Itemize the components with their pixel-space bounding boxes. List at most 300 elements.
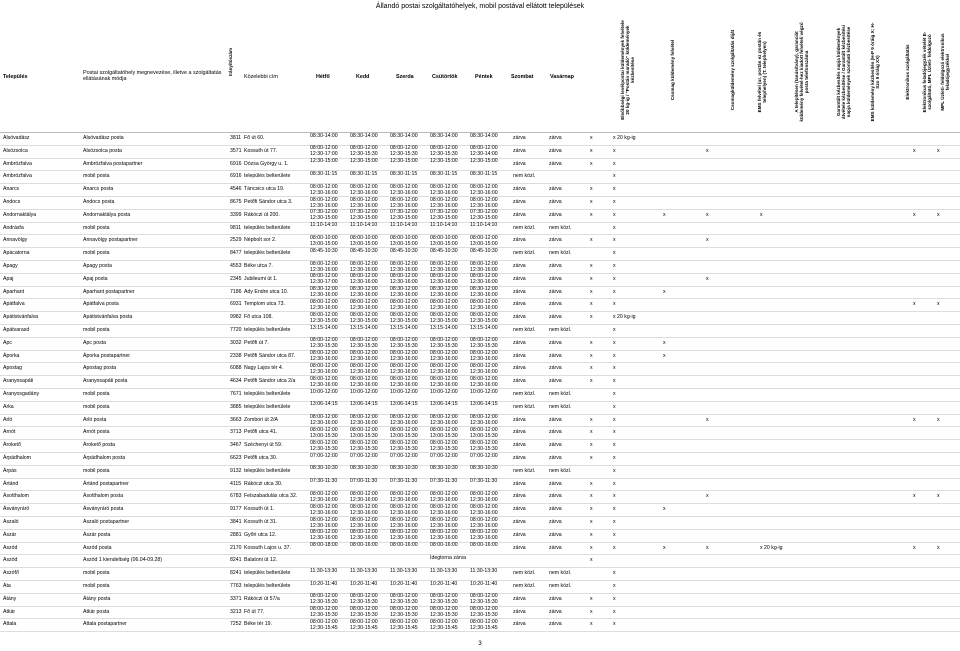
saturday-cell: zárva (513, 493, 526, 500)
hours-cell: 08:00-12:00 12:30-16:00 (430, 362, 458, 375)
sunday-cell: zárva (549, 455, 562, 461)
saturday-cell: nem közl. (513, 327, 536, 333)
hours-cell: 08:00-12:00 12:30-16:00 (470, 260, 498, 273)
table-row (0, 414, 960, 428)
settlement-cell: Alsózsolca (3, 147, 28, 154)
address-cell: település belterülete (244, 583, 291, 589)
hours-cell: 08:00-12:00 12:30-15:30 (350, 145, 378, 158)
service-mark: x (590, 429, 593, 436)
saturday-cell: zárva (513, 429, 526, 436)
table-row (0, 529, 960, 543)
table-row (0, 388, 960, 402)
service-mark: x (590, 275, 593, 282)
hours-cell: 08:30-12:00 12:30-16:00 (310, 286, 338, 299)
hours-cell: 08:00-12:00 12:30-15:30 (350, 593, 378, 606)
hours-cell: 08:00-18:00 (310, 542, 338, 549)
hours-cell: 08:00-12:00 12:30-16:00 (390, 260, 418, 273)
hours-cell: 08:00-12:00 12:30-16:00 (310, 375, 338, 388)
unit-cell: Árokető posta (83, 442, 116, 449)
saturday-cell: zárva (513, 339, 526, 346)
hours-cell: 08:00-12:00 12:30-16:00 (350, 183, 378, 196)
saturday-cell: nem közl. (513, 570, 536, 577)
unit-cell: mobil posta (83, 467, 110, 474)
hours-cell: 08:00-12:00 12:30-16:00 (430, 375, 458, 388)
service-mark: x (663, 211, 666, 218)
service-mark: x 20 kg-ig (613, 314, 636, 321)
sunday-cell: zárva (549, 378, 562, 385)
hours-cell: 08:00-12:00 12:30-16:00 (470, 375, 498, 388)
service-mark: x (613, 147, 616, 154)
table-row (0, 593, 960, 607)
unit-cell: mobil posta (83, 403, 110, 410)
document-title: Állandó postai szolgáltatóhelyek, mobil postával ellátott települések (375, 3, 585, 10)
table-row (0, 618, 960, 632)
table-row (0, 196, 960, 210)
service-mark: x (590, 314, 593, 321)
service-mark: x (706, 493, 709, 500)
hours-cell: 08:45-10:30 (350, 247, 378, 254)
hours-cell: 10:20-11:40 (470, 580, 498, 587)
hours-cell: 08:00-12:00 12:30-14:00 (470, 145, 498, 158)
table-row (0, 452, 960, 466)
service-mark: x (613, 173, 616, 180)
hours-cell: 07:30-11:30 (470, 478, 498, 485)
hours-cell: 08:00-12:00 12:30-15:30 (470, 606, 498, 619)
settlement-cell: Andocs (3, 199, 21, 205)
service-mark: x (590, 608, 593, 615)
hours-cell: 10:00-12:00 (350, 388, 378, 395)
service-mark: x (760, 211, 763, 218)
service-mark: x (590, 339, 593, 346)
service-mark: x (590, 135, 593, 141)
table-row (0, 145, 960, 159)
service-mark: x (590, 288, 593, 295)
address-cell: Béke utca 7. (244, 263, 273, 269)
unit-cell: Arló posta (83, 416, 107, 423)
hours-cell: 08:00-12:00 12:30-16:00 (350, 273, 378, 286)
header-sun: Vasárnap (550, 74, 574, 80)
saturday-cell: zárva (513, 595, 526, 602)
sunday-cell: zárva (549, 135, 562, 141)
zip-cell: 6916 (230, 173, 242, 180)
table-row (0, 260, 960, 274)
hours-cell: 08:00-12:00 12:30-17:00 (310, 145, 338, 158)
unit-cell: Ászár posta (83, 531, 111, 538)
settlement-cell: Apaj (3, 275, 14, 282)
settlement-cell: Anarcs (3, 186, 20, 193)
sunday-cell: zárva (549, 339, 562, 346)
service-mark: x (913, 211, 916, 218)
address-cell: Jubileumi út 1. (244, 275, 278, 282)
hours-cell: 08:00-12:00 12:30-15:45 (390, 618, 418, 631)
hours-cell: 08:30-14:00 (430, 132, 458, 139)
saturday-cell: zárva (513, 135, 526, 141)
settlement-cell: Ásványráró (3, 506, 30, 513)
zip-cell: 8241 (230, 570, 242, 577)
hours-cell: 08:00-10:00 13:00-15:00 (310, 234, 338, 247)
header-tue: Kedd (356, 74, 370, 80)
sunday-cell: zárva (549, 275, 562, 282)
hours-cell: 11:30-13:30 (470, 567, 498, 574)
header-wed: Szerda (396, 74, 414, 80)
settlement-cell: Annavölgy (3, 237, 28, 244)
service-mark: x (590, 557, 593, 564)
service-mark: x (590, 237, 593, 244)
hours-cell: 08:00-12:00 12:30-15:00 (350, 311, 378, 324)
header-unit: Postai szolgáltatóhely megnevezése, illetve a szolgáltatás ellátásának módja (83, 70, 222, 82)
unit-cell: Ártánd postapartner (83, 480, 129, 487)
address-cell: település belterülete (244, 224, 291, 231)
sunday-cell: nem közl. (549, 250, 572, 257)
hours-cell: 08:00-12:00 12:30-16:00 (470, 350, 498, 363)
zip-cell: 3811 (230, 135, 242, 141)
hours-cell: 08:00-12:00 12:30-15:30 (470, 593, 498, 606)
hours-cell: 08:00-12:00 12:30-16:00 (470, 529, 498, 542)
zip-cell: 3663 (230, 416, 242, 423)
hours-cell: 08:30-11:15 (470, 170, 498, 177)
hours-cell: 08:00-12:00 12:30-16:00 (430, 516, 458, 529)
service-mark: x (590, 621, 593, 628)
header-sat: Szombat (511, 74, 534, 80)
zip-cell: 3713 (230, 429, 242, 436)
hours-cell: 08:00-16:00 (470, 542, 498, 549)
hours-cell: 08:00-12:00 13:00-15:30 (310, 426, 338, 439)
address-cell: Ady Endre utca 10. (244, 288, 289, 295)
table-header (0, 12, 960, 133)
hours-cell: 08:00-12:00 12:30-16:00 (350, 298, 378, 311)
hours-cell: 08:00-12:00 12:30-15:30 (470, 439, 498, 452)
header-fri: Péntek (475, 74, 493, 80)
zip-cell: 7671 (230, 391, 242, 397)
settlement-cell: Ártánd (3, 480, 19, 487)
hours-cell: 08:00-12:00 12:30-15:30 (470, 337, 498, 350)
hours-cell: 08:00-12:00 12:30-16:00 (430, 196, 458, 209)
hours-cell: 08:00-12:00 12:30-16:00 (310, 196, 338, 209)
service-mark: x (613, 301, 616, 308)
unit-cell: mobil posta (83, 250, 110, 257)
address-cell: Petőfi út 7. (244, 339, 269, 346)
hours-cell: 08:00-16:00 (350, 542, 378, 549)
hours-cell: 08:00-12:00 12:30-16:00 (310, 350, 338, 363)
address-cell: Fő utca 108. (244, 314, 273, 321)
hours-cell: 08:00-12:00 12:30-16:00 (350, 503, 378, 516)
zip-cell: 3571 (230, 147, 242, 154)
hours-cell: 12:30-15:00 (350, 158, 378, 165)
address-cell: Zombori út 2/A (244, 416, 279, 423)
settlement-cell: Áta (3, 583, 11, 589)
settlement-cell: Alsóvadász (3, 135, 30, 141)
hours-cell: 08:00-12:00 12:30-16:00 (430, 260, 458, 273)
sunday-cell: zárva (549, 199, 562, 205)
hours-cell: 08:00-10:00 13:00-15:00 (430, 234, 458, 247)
hours-cell: 08:00-12:00 12:30-16:00 (310, 414, 338, 427)
saturday-cell: zárva (513, 480, 526, 487)
hours-cell: 10:00-12:00 (310, 388, 338, 395)
saturday-cell: nem közl. (513, 224, 536, 231)
hours-cell: 08:30-10:30 (470, 465, 498, 472)
hours-cell: 08:00-12:00 12:30-16:00 (310, 516, 338, 529)
settlement-cell: Ászár (3, 531, 17, 538)
table-row (0, 183, 960, 197)
sunday-cell: zárva (549, 531, 562, 538)
hours-cell: 13:15-14:00 (430, 324, 458, 331)
unit-cell: Árpádhalom posta (83, 455, 126, 461)
header-r6: Garantált kézbesítés napja küldemények átvétele kézbesítése / Garantált kézbesítési napja küldemények szombati kézbesítése (836, 25, 851, 119)
service-mark: x (613, 237, 616, 244)
hours-cell: 08:00-12:00 12:30-16:00 (350, 414, 378, 427)
service-mark: x (937, 211, 940, 218)
settlement-cell: Aszód (3, 544, 18, 551)
service-mark: x (613, 275, 616, 282)
hours-cell: 08:00-12:00 12:30-16:00 (350, 362, 378, 375)
sunday-cell: zárva (549, 429, 562, 436)
unit-cell: Aparhant postapartner (83, 288, 135, 295)
sunday-cell: nem közl. (549, 224, 572, 231)
hours-cell: 10:00-12:00 (390, 388, 418, 395)
hours-cell: 08:00-12:00 12:30-16:00 (310, 260, 338, 273)
zip-cell: 9132 (230, 467, 242, 474)
hours-cell: 11:10-14:10 (390, 222, 418, 229)
settlement-cell: Aparhant (3, 288, 25, 295)
address-cell: település belterülete (244, 570, 291, 577)
address-cell: Rákóczi út 57/a (244, 595, 280, 602)
hours-cell: 08:30-12:00 12:30-16:00 (350, 286, 378, 299)
table-row (0, 580, 960, 594)
zip-cell: 2338 (230, 352, 242, 359)
sunday-cell: zárva (549, 211, 562, 218)
sunday-cell: zárva (549, 442, 562, 449)
sunday-cell: nem közl. (549, 583, 572, 589)
service-mark: x (706, 416, 709, 423)
service-mark: x (590, 493, 593, 500)
hours-cell: 08:00-10:00 13:00-15:00 (390, 234, 418, 247)
zip-cell: 6916 (230, 160, 242, 167)
zip-cell: 6783 (230, 493, 242, 500)
address-cell: Kossuth út 1. (244, 506, 275, 513)
hours-cell: 08:30-12:00 12:30-16:00 (390, 286, 418, 299)
service-mark: x (613, 493, 616, 500)
zip-cell: 8477 (230, 250, 242, 257)
unit-cell: Aranyosapáti posta (83, 378, 128, 385)
hours-cell: 07:30-11:30 (390, 478, 418, 485)
service-mark: x (590, 211, 593, 218)
zip-cell: 6931 (230, 301, 242, 308)
hours-cell: 08:00-12:00 12:30-16:00 (350, 516, 378, 529)
service-mark: x (613, 403, 616, 410)
service-mark: x (913, 301, 916, 308)
hours-cell: 08:00-12:00 12:30-15:45 (430, 618, 458, 631)
settlement-cell: Andrásfa (3, 224, 24, 231)
service-mark: x (590, 160, 593, 167)
settlement-cell: Árpádhalom (3, 455, 31, 461)
saturday-cell: nem közl. (513, 173, 536, 180)
unit-cell: mobil posta (83, 570, 110, 577)
hours-cell: 08:00-12:00 12:30-16:00 (390, 529, 418, 542)
address-cell: település belterülete (244, 391, 291, 397)
address-cell: Fő út 77. (244, 608, 265, 615)
service-mark: x (590, 301, 593, 308)
hours-cell: 08:00-12:00 13:00-15:30 (470, 426, 498, 439)
service-mark: x (613, 365, 616, 372)
sunday-cell: zárva (549, 186, 562, 193)
service-mark: x (613, 224, 616, 231)
hours-cell: 08:00-12:00 12:30-16:00 (430, 183, 458, 196)
hours-cell: 13:15-14:00 (470, 324, 498, 331)
service-mark: x (590, 519, 593, 525)
header-r3: Csomagküldemény szolgáltatás díját (730, 29, 735, 111)
unit-cell: Ásványráró posta (83, 506, 124, 513)
settlement-cell: Árokető (3, 442, 21, 449)
zip-cell: 3841 (230, 519, 242, 525)
hours-cell: 08:00-12:00 13:00-15:30 (430, 426, 458, 439)
hours-cell: 08:00-12:00 12:30-16:00 (310, 503, 338, 516)
hours-cell: 08:00-12:00 13:00-15:00 (470, 234, 498, 247)
hours-cell: 08:00-12:00 12:30-16:00 (390, 503, 418, 516)
hours-cell: 08:00-12:00 12:30-16:00 (390, 350, 418, 363)
unit-cell: Apagy posta (83, 263, 112, 269)
service-mark: x (613, 327, 616, 333)
address-cell: Széchenyi út 59. (244, 442, 283, 449)
hours-cell: 08:00-12:00 12:30-16:00 (350, 375, 378, 388)
hours-cell: 12:30-15:00 (390, 158, 418, 165)
saturday-cell: nem közl. (513, 583, 536, 589)
zip-cell: 4634 (230, 378, 242, 385)
hours-cell: 11:10-14:10 (310, 222, 338, 229)
hours-cell: 08:00-12:00 12:30-15:00 (430, 311, 458, 324)
saturday-cell: zárva (513, 531, 526, 538)
hours-cell: 08:00-12:00 12:30-15:00 (390, 311, 418, 324)
hours-cell: 08:00-12:00 12:30-15:30 (350, 439, 378, 452)
hours-cell: 08:00-12:00 12:30-16:00 (470, 516, 498, 529)
settlement-cell: Apostag (3, 365, 23, 372)
unit-cell: Attala postapartner (83, 621, 127, 628)
zip-cell: 7186 (230, 288, 242, 295)
hours-cell: 07:00-12:00 (350, 452, 378, 459)
hours-cell: 08:00-12:00 12:30-16:00 (470, 183, 498, 196)
saturday-cell: nem közl. (513, 467, 536, 474)
sunday-cell: nem közl. (549, 403, 572, 410)
service-mark: x (613, 339, 616, 346)
service-mark: x (706, 211, 709, 218)
service-mark: x (613, 288, 616, 295)
zip-cell: 9982 (230, 314, 242, 321)
hours-cell: 08:30-12:00 12:30-16:00 (430, 286, 458, 299)
address-cell: Petőfi Sándor utca 3. (244, 199, 293, 205)
zip-cell: 2881 (230, 531, 242, 538)
zip-cell: 2170 (230, 544, 242, 551)
service-mark: x (706, 147, 709, 154)
hours-cell: 08:00-12:00 12:30-16:00 (310, 183, 338, 196)
service-mark: x (613, 186, 616, 193)
hours-cell: 08:00-12:00 12:30-16:00 (350, 350, 378, 363)
unit-cell: mobil posta (83, 173, 110, 180)
hours-cell: 08:00-12:00 12:30-16:00 (430, 503, 458, 516)
unit-cell: Alsózsolca posta (83, 147, 122, 154)
saturday-cell: zárva (513, 147, 526, 154)
hours-cell: 08:30-11:15 (350, 170, 378, 177)
hours-cell: 08:00-12:00 12:30-16:00 (470, 414, 498, 427)
table-row (0, 401, 960, 415)
settlement-cell: Apácatorna (3, 250, 30, 257)
hours-cell: 08:30-11:15 (310, 170, 338, 177)
zip-cell: 4115 (230, 480, 242, 487)
hours-cell: 07:30-12:00 12:30-15:00 (390, 209, 418, 222)
hours-cell: 08:00-12:00 12:30-15:30 (430, 145, 458, 158)
hours-cell: 08:00-12:00 12:30-15:30 (310, 593, 338, 606)
hours-cell: 08:45-10:30 (470, 247, 498, 254)
hours-cell: Idegtorna zárva (430, 554, 467, 561)
header-address: Közelebbi cím (244, 74, 278, 80)
saturday-cell: zárva (513, 621, 526, 628)
service-mark: x (613, 595, 616, 602)
address-cell: Nagy Lajos tér 4. (244, 365, 284, 372)
sunday-cell: zárva (549, 263, 562, 269)
hours-cell: 08:30-11:15 (390, 170, 418, 177)
service-mark: x 20 kg-ig (760, 544, 783, 551)
zip-cell: 4546 (230, 186, 242, 193)
header-thu: Csütörtök (432, 74, 458, 80)
header-zip: Irányítószám (228, 47, 233, 77)
sunday-cell: zárva (549, 288, 562, 295)
hours-cell: 08:00-12:00 12:30-16:00 (390, 298, 418, 311)
settlement-cell: Apagy (3, 263, 18, 269)
service-mark: x (613, 583, 616, 589)
settlement-cell: Árpás (3, 467, 17, 474)
zip-cell: 7763 (230, 583, 242, 589)
service-mark: x (913, 544, 916, 551)
unit-cell: Andocs posta (83, 199, 115, 205)
hours-cell: 08:30-12:00 12:30-16:00 (470, 286, 498, 299)
table-row (0, 350, 960, 364)
saturday-cell: zárva (513, 442, 526, 449)
zip-cell: 8675 (230, 199, 242, 205)
hours-cell: 08:30-14:00 (310, 132, 338, 139)
service-mark: x (663, 506, 666, 513)
unit-cell: Áporka postapartner (83, 352, 131, 359)
hours-cell: 11:30-13:30 (390, 567, 418, 574)
hours-cell: 08:00-12:00 12:30-16:00 (350, 529, 378, 542)
zip-cell: 4553 (230, 263, 242, 269)
hours-cell: 08:45-10:30 (310, 247, 338, 254)
sunday-cell: zárva (549, 352, 562, 359)
service-mark: x (706, 275, 709, 282)
sunday-cell: zárva (549, 314, 562, 321)
sunday-cell: nem közl. (549, 391, 572, 397)
hours-cell: 07:00-12:00 (470, 452, 498, 459)
address-cell: Kossuth Lajos u. 37. (244, 544, 292, 551)
address-cell: Táncsics utca 19. (244, 186, 285, 193)
hours-cell: 08:30-10:30 (310, 465, 338, 472)
table-row (0, 465, 960, 479)
settlement-cell: Aranyosgadány (3, 391, 40, 397)
address-cell: Petőfi utca 30. (244, 455, 278, 461)
service-mark: x (613, 416, 616, 423)
hours-cell: 08:00-10:00 13:00-15:00 (350, 234, 378, 247)
hours-cell: 10:00-12:00 (430, 388, 458, 395)
address-cell: Népbolt sor 2. (244, 237, 277, 244)
hours-cell: 08:00-12:00 12:30-15:45 (350, 618, 378, 631)
saturday-cell: zárva (513, 275, 526, 282)
saturday-cell: zárva (513, 301, 526, 308)
hours-cell: 08:00-12:00 12:30-16:00 (350, 490, 378, 503)
service-mark: x (590, 365, 593, 372)
settlement-cell: Áporka (3, 352, 20, 359)
saturday-cell: zárva (513, 314, 526, 321)
saturday-cell: zárva (513, 416, 526, 423)
settlement-cell: Andornaktálya (3, 211, 37, 218)
table-row (0, 439, 960, 453)
saturday-cell: zárva (513, 506, 526, 513)
